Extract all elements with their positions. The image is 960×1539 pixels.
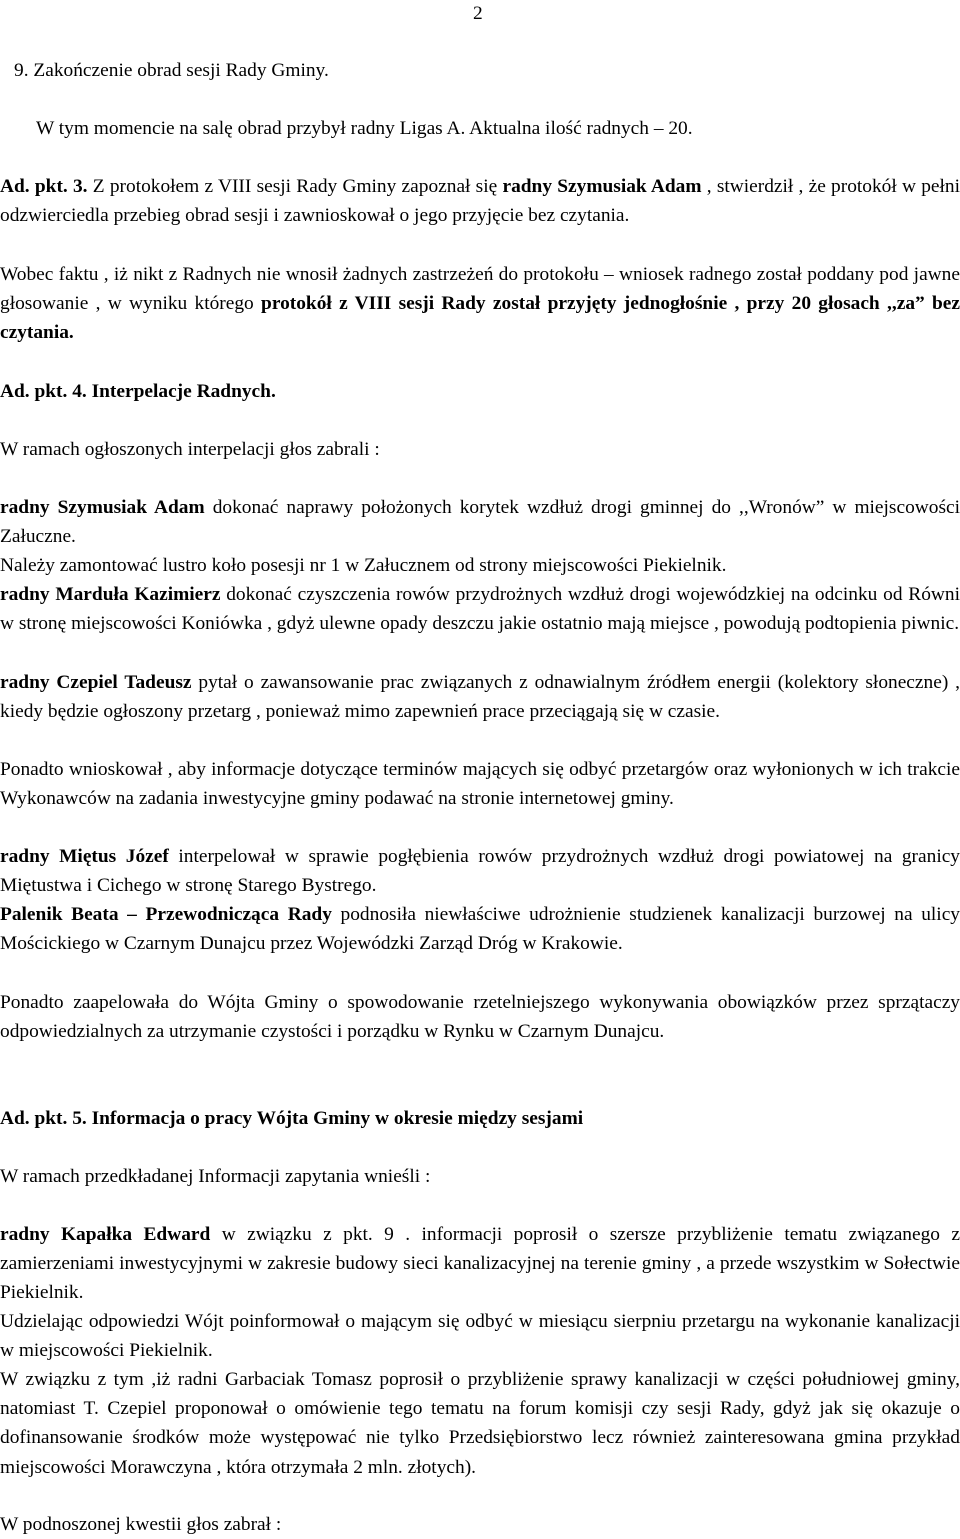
speaker-szymusiak: radny Szymusiak Adam xyxy=(0,497,205,518)
wojt-reply: Udzielając odpowiedzi Wójt poinformował o mającym się odbyć w miesiącu sierpniu przetargu na wykonanie kanalizacji w miejscowości Piekielnik. xyxy=(0,1311,960,1362)
speaker-czepiel: radny Czepiel Tadeusz xyxy=(0,672,192,693)
pkt3-text-1: Z protokołem z VIII sesji Rady Gminy zapoznał się xyxy=(87,176,503,197)
pkt3-speaker: radny Szymusiak Adam xyxy=(502,176,702,197)
pkt3-vote-paragraph xyxy=(0,260,960,348)
mietus-text: interpelował w sprawie pogłębienia rowów przydrożnych wzdłuż drogi powiatowej na granicy Miętustwa i Cichego w stronę Starego Bystrego. xyxy=(0,846,960,897)
pkt3-vote-result: protokół z VIII sesji Rady został przyjęty jednogłośnie , przy 20 głosach ,,za” bez czytania. xyxy=(0,293,960,344)
arrival-note: W tym momencie na salę obrad przybył radny Ligas A. Aktualna ilość radnych – 20. xyxy=(36,118,693,139)
pkt3-vote-text: Wobec faktu , iż nikt z Radnych nie wnosił żadnych zastrzeżeń do protokołu – wniosek radnego został poddany pod jawne głosowanie , w wyniku którego xyxy=(0,264,960,315)
pkt5-intro: W ramach przedkładanej Informacji zapytania wnieśli : xyxy=(0,1166,431,1187)
pkt5-title-text: Ad. pkt. 5. Informacja o pracy Wójta Gminy w okresie między sesjami xyxy=(0,1108,584,1129)
palenik-text: podnosiła niewłaściwe udrożnienie studzienek kanalizacji burzowej na ulicy Mościckiego w Czarnym Dunajcu przez Wojewódzki Zarząd Dróg w Krakowie. xyxy=(0,904,960,955)
czepiel-text: pytał o zawansowanie prac związanych z odnawialnym źródłem energii (kolektory słoneczne) , kiedy będzie ogłoszony przetarg , ponieważ mimo zapewnień prace przeciągają się w czasie. xyxy=(0,672,960,723)
speaker-palenik: Palenik Beata – Przewodnicząca Rady xyxy=(0,904,332,925)
last-line: W podnoszonej kwestii głos zabrał : xyxy=(0,1514,282,1535)
pkt5-title xyxy=(0,1104,960,1133)
mardula-text: dokonać czyszczenia rowów przydrożnych wzdłuż drogi wojewódzkiej na odcinku od Równi w stronę miejscowości Koniówka , gdyż ulewne opady deszczu jakie ostatnio mają miejsce , powodują podtopienia piwnic. xyxy=(0,584,960,635)
speaker-mietus: radny Miętus Józef xyxy=(0,846,169,867)
kapalka-text: w związku z pkt. 9 . informacji poprosił o szersze przybliżenie tematu związanego z zamierzeniami inwestycyjnymi w zakresie budowy sieci kanalizacyjnej na terenie gminy , a przede wszystkim w Sołectwie Piekielnik. xyxy=(0,1224,960,1304)
speaker-kapalka: radny Kapałka Edward xyxy=(0,1224,211,1245)
pkt3-paragraph xyxy=(0,172,960,230)
interpellation-czepiel xyxy=(0,668,960,726)
pkt3-text-2: , stwierdził , że protokół w pełni odzwierciedla przebieg obrad sesji i zawnioskował o jego przyjęcie bez czytania. xyxy=(0,176,960,227)
szymusiak-extra: Należy zamontować lustro koło posesji nr 1 w Załucznem od strony miejscowości Piekielnik. xyxy=(0,555,727,576)
garbaciak-paragraph: W związku z tym ,iż radni Garbaciak Tomasz poprosił o przybliżenie sprawy kanalizacji w części południowej gminy, natomiast T. Czepiel proponował o omówienie tego tematu na forum komisji czy sesji Rady, gdyż jak się okazuje o dofinansowanie środków może występować nie tylko Przedsiębiorstwo lecz również zainteresowana gmina przykład miejscowości Morawczyna , która otrzymała 2 mln. złotych). xyxy=(0,1369,960,1478)
question-kapalka xyxy=(0,1220,960,1308)
speaker-mardula: radny Marduła Kazimierz xyxy=(0,584,221,605)
czepiel-extra: Ponadto wnioskował , aby informacje dotyczące terminów mających się odbyć przetargów oraz wyłonionych w ich trakcie Wykonawców na zadania inwestycyjne gminy podawać na stronie internetowej gminy. xyxy=(0,759,960,810)
pkt3-heading: Ad. pkt. 3. xyxy=(0,176,88,197)
interpellation-palenik xyxy=(0,900,960,958)
interpellation-mietus xyxy=(0,842,960,900)
pkt4-title-text: Ad. pkt. 4. Interpelacje Radnych. xyxy=(0,381,276,402)
page-number: 2 xyxy=(473,3,483,24)
interpellation-szymusiak xyxy=(0,493,960,551)
palenik-extra: Ponadto zaapelowała do Wójta Gminy o spowodowanie rzetelniejszego wykonywania obowiązków przez sprzątaczy odpowiedzialnych za utrzymanie czystości i porządku w Rynku w Czarnym Dunajcu. xyxy=(0,992,960,1043)
interpellation-mardula xyxy=(0,580,960,638)
item-9-title: 9. Zakończenie obrad sesji Rady Gminy. xyxy=(14,60,329,81)
pkt4-title xyxy=(0,377,960,406)
szymusiak-text: dokonać naprawy położonych korytek wzdłuż drogi gminnej do ,,Wronów” w miejscowości Załuczne. xyxy=(0,497,960,548)
pkt4-intro: W ramach ogłoszonych interpelacji głos zabrali : xyxy=(0,439,380,460)
